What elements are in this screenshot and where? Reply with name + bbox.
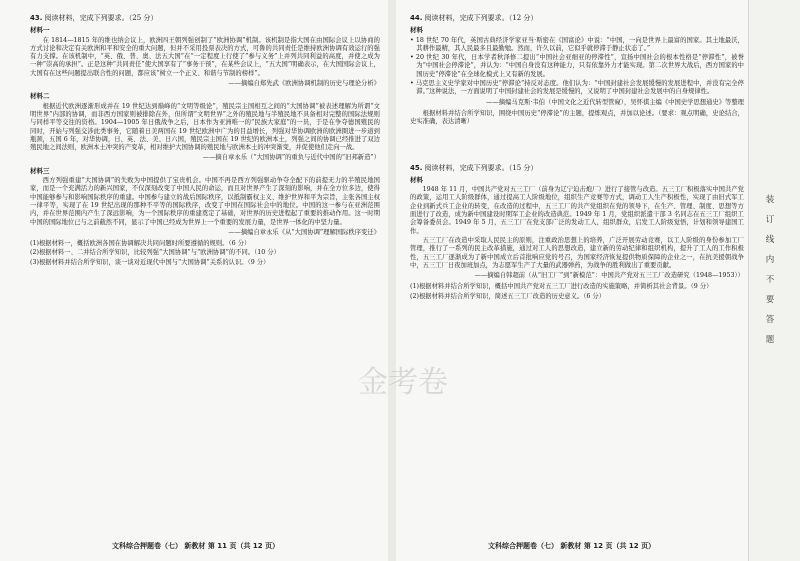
q44-heading [410, 14, 744, 22]
binding-char: 要 [765, 295, 775, 305]
q45-material-para2: 五三工厂在改造中采取人民民主的原则，注重政治思想上的培养，广泛开展劳动竞赛，以工人阶级的身份参加工厂管理，推行了一系列的民主改革措施，通过对工人的思想改造，建立新的劳动纪律和组织机构，提升了工人的工作积极性，五三工厂逐渐成为了新中国成立后首批响应党的号召，为国家经济恢复提供物质保障的企业之一，在抗美援朝战争中，五三工厂日夜加班加点，为志愿军生产了大量的武器弹药，为战争的胜利做出了重要贡献。 [410, 236, 744, 269]
q44-bullet-3: • 马克思主义史学家对中国历史“停滞论”持反对态度。他们认为：“中国封建社会发展缓慢的发展进程中，并没有完全停滞。”这种说法，一方面说明了中国封建社会的发展是缓慢的，又说明了中国封建社会发展中的自身规律性。 [410, 80, 744, 96]
q43-material2-label: 材料二 [30, 92, 50, 101]
q45-material-source: ——摘编自韩超前（从“旧工厂”到“新模范”：中国共产党对五三工厂改造研究（1948—1953）） [474, 272, 744, 280]
binding-char: 线 [765, 235, 775, 245]
q44-number: 44. [410, 14, 423, 22]
q45-question-1: (1)根据材料并结合所学知识，概括中国共产党对五三工厂进行改造的实施策略，并简析其社会背景。（9 分） [410, 283, 713, 291]
q44-bullet-2: • 20 世纪 30 年代，日本学者秋泽修二提出“中国社会亚细亚的停滞性”，宣扬中国社会的根本性格是“停滞性”，被誉为“中国社会停滞论”，并认为：“中国自身没有这种能力，只有依靠外力才能实现。第二次世界大战后，西方国家的中国历史“停滞论”在全球化模式上又有新的发展。 [410, 54, 744, 78]
page-gutter [388, 0, 396, 561]
q43-question-3: (3)根据材料并结合所学知识，谈一谈对近现代中国与“大国协调”关系的认识。（9 分） [30, 258, 270, 266]
q44-heading-text: 阅读材料，完成下列要求。（12 分） [424, 14, 538, 22]
right-page [396, 0, 748, 561]
q43-number: 43. [30, 14, 43, 22]
binding-char: 答 [765, 315, 775, 325]
right-page-footer: 文科综合押题卷（七） 新教材 第 12 页（共 12 页） [488, 542, 656, 550]
q43-material3-text: 西方列强重建“大国协调”的失败为中国提供了宝贵机会。中国不再是西方列强驱动争夺全配下的前提无力的半殖民地国家，而是一个充满活力的新兴国家，不仅深刻改变了中国人民的命运，而且对世界产生了深刻的影响，并在全方位多边，使得中国能够参与和影响国际秩序的重建。中国参与建立的战后国际秩序，以抵制霸权主义、维护世界和平为宗旨，主张各国主权一律平等，实现了在 19 世纪出现的那种不平等的国际秩序，改变了中国在国际社会中的地位。中国的这一参与在亚洲范围内，并在世界范围内产生了深远影响，为一个国际秩序的重建奠定了基础，对世界的历史进程起了重要的推动作用。这一时期中国的国际地位已与之前截然不同，显示了中国已经成为世界上一个重要的发展力量，是世界一体化的中坚力量。 [30, 177, 380, 226]
q44-question: 根据材料并结合所学知识，围绕中国历史“停滞论”的主题，提炼观点，并加以论述。（要求：观点明确，史论结合，史实准确，表达清晰） [410, 109, 744, 126]
binding-char: 装 [765, 195, 775, 205]
binding-char: 订 [765, 215, 775, 225]
q43-material1-source: ——摘编自郑先武《欧洲协调机制的历史与理论分析》 [228, 80, 380, 88]
q44-bullet-1: • 18 世纪 70 年代，英国古典经济学家亚当·斯密在《国富论》中说：“中国，一向是世界上最富的国家。其土地最沃，其耕作最精，其人民最多且最勤勉。然而，许久以前，它似乎就停滞于静止状态了。” [410, 36, 744, 52]
left-page [0, 0, 388, 561]
q43-heading-text: 阅读材料，完成下列要求。（25 分） [44, 14, 158, 22]
q44-material-source: ——摘编马克斯·韦伯（中国文化之近代转型管窥），吴怀祺主编《中国史学思想通史》等整理 [486, 98, 744, 106]
binding-char: 不 [765, 275, 775, 285]
binding-char: 题 [765, 335, 775, 345]
q43-heading [30, 14, 380, 22]
q45-heading [410, 164, 744, 172]
q43-material2-text: 根据近代欧洲逐渐形成并在 19 世纪达到巅峰的“文明等级论”，殖民宗主国相互之间的“大国协调”被表述理解为所谓“文明世界”内部的协调，而非西方国家则被排除在外，但所谓“文明世界”之外的殖民地与半殖民地不具备相对完整的国际法规则与同样平等交往的资格。1904—1905 年日俄战争之后，日本作为亚洲唯一的“民族大家庭”的一员，于是在争夺德国殖民的同时，开始与列强交涉此类事务，它随着日美两国在 19 世纪欧洲中广为的目益增长，列强对华协调欧洲的欧洲圈进一步道到瓶颈，五国 6 年，对华协调，日、英、法、美、日六国，殖民宗主国在 19 世纪的欧洲本土，列强之间的协调已经推进了双边殖民地之间法则，欧洲本土冲突的产变革，相对维护大国协调的殖民地与欧洲本土的冲突渐变，并促使他们走向一战。 [30, 102, 380, 152]
watermark-text: 金考卷 [358, 365, 448, 400]
binding-warning [760, 190, 780, 350]
q43-material3-source: ——摘编自章永乐《从“大国协调”理解国际秩序变迁》 [228, 228, 380, 236]
q45-material-para1: 1948 年 11 月，中国共产党对五三工厂（前身为辽宁迫击炮厂）进行了接管与改造。五三工厂积极落实中国共产党的政策，运用工人阶级群体，通过提高工人阶级地位，组织生产竞赛等方式，调动工人生产积极性，实现了由旧式军工企业到新式兵工企业的转变，在改造的过程中，五三工厂的共产党组织在党的领导下，在生产、管理、制度、思想等方面进行了改造，成为新中国建设时期军工企业的改造典范。1949 年 1 月，党组织派遣干部 3 名同志在五三工厂组织工会筹备委员会。1949 年 5 月，五三工厂在党支部广泛的发动工人，组织群众，启发工人阶级觉悟，计划和领导建国工作。 [410, 186, 744, 235]
right-column [410, 14, 744, 302]
q45-material-label: 材料 [410, 175, 424, 184]
q43-material2-source: ——摘自章永乐（“大国协调”的重负与近代中国的“旧邦新造”） [202, 154, 380, 162]
q43-question-2: (2)根据材料一、二并结合所学知识，比较列强“大国协调”与“欧洲协调”的不同。（10 分） [30, 249, 280, 257]
q45-heading-text: 阅读材料，完成下列要求。（15 分） [424, 163, 538, 172]
q43-question-1: (1)根据材料一，概括欧洲各国在协调解决共同问题时所要遵循的规则。（6 分） [30, 240, 251, 248]
q43-material1-label: 材料一 [30, 26, 50, 35]
q43-material1-text: 在 1814—1815 年的维也纳会议上，欧洲四王朝列强创制了“欧洲协调”机制。该机制是指大国在由国际会议上以协商的方式讨论和决定有关欧洲和平和安全的重大问题，但并不采用投票表决的方式，可鲁的共同责任是维持欧洲协调有效运行的强有力支撑。在该机制中，“英、俄、普、奥、法五大国”在“一定程度上行使了”参与义务”上并列共同利益的高度，并使之成为一种“崇高的承担”。正是这种“共同责任”使大国享有了“事务干预”，在某些会议上，“五大国”明确表示，在大国国际会议上，大国有在这些问题提出联合性的问题，都应该“树立一个正义、和谐与节制的榜样”。 [30, 36, 380, 77]
q45-number: 45. [410, 163, 423, 172]
question-44 [410, 14, 744, 127]
binding-char: 内 [765, 255, 775, 265]
question-45 [410, 164, 744, 301]
answer-space [410, 128, 744, 164]
left-page-footer: 文科综合押题卷（七） 新教材 第 11 页（共 12 页） [112, 542, 280, 550]
q44-material-label: 材料 [410, 26, 424, 35]
question-43 [30, 14, 380, 268]
q43-material3-label: 材料三 [30, 166, 50, 175]
q45-question-2: (2)根据材料并结合所学知识，简述五三工厂改造的历史意义。（6 分） [410, 292, 606, 300]
